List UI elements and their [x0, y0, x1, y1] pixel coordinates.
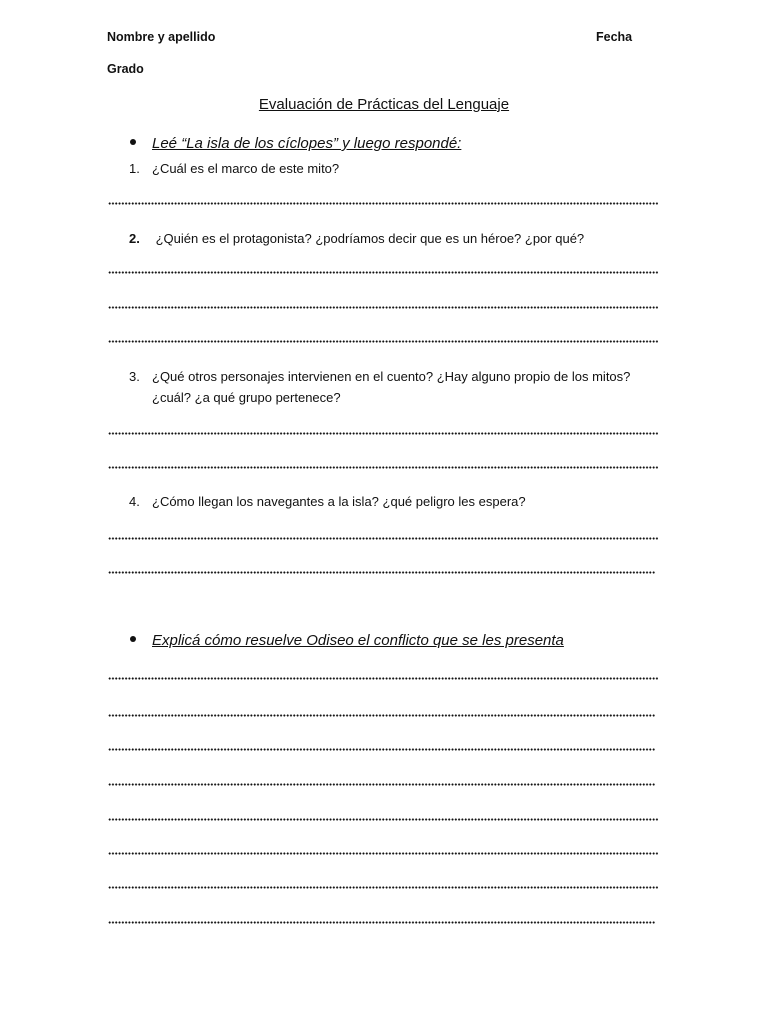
answer-line[interactable]	[108, 340, 658, 343]
instruction-explain	[130, 632, 564, 649]
answer-line[interactable]	[108, 432, 658, 435]
answer-line[interactable]	[108, 748, 655, 751]
question-number: 1.	[129, 161, 140, 176]
answer-line[interactable]	[108, 921, 655, 924]
answer-line[interactable]	[108, 202, 658, 205]
answer-line[interactable]	[108, 271, 658, 274]
question-text: ¿Cómo llegan los navegantes a la isla? ¿qué peligro les espera?	[152, 494, 526, 509]
question-3	[129, 366, 630, 408]
answer-line[interactable]	[108, 466, 658, 469]
bullet-icon	[130, 139, 136, 145]
instruction-read	[130, 135, 461, 152]
answer-line[interactable]	[108, 306, 658, 309]
question-text-continued: ¿cuál? ¿a qué grupo pertenece?	[152, 390, 341, 405]
answer-line[interactable]	[108, 818, 658, 821]
question-4	[129, 491, 526, 512]
question-2	[129, 228, 584, 249]
answer-line[interactable]	[108, 783, 655, 786]
grade-label: Grado	[107, 62, 144, 76]
bullet-icon	[130, 636, 136, 642]
date-label: Fecha	[596, 30, 633, 44]
answer-line[interactable]	[108, 537, 658, 540]
question-number: 2.	[129, 231, 140, 246]
answer-line[interactable]	[108, 677, 658, 680]
answer-line[interactable]	[108, 852, 658, 855]
question-1	[129, 158, 339, 179]
question-number: 3.	[129, 369, 140, 384]
answer-line[interactable]	[108, 571, 655, 574]
answer-line[interactable]	[108, 714, 655, 717]
instruction-text: Leé “La isla de los cíclopes” y luego respondé:	[152, 135, 462, 152]
question-text: ¿Cuál es el marco de este mito?	[152, 161, 340, 176]
question-text: ¿Qué otros personajes intervienen en el cuento? ¿Hay alguno propio de los mitos?	[152, 369, 631, 384]
instruction-text: Explicá cómo resuelve Odiseo el conflicto que se les presenta	[152, 632, 564, 649]
page-title: Evaluación de Prácticas del Lenguaje	[258, 96, 510, 113]
name-label: Nombre y apellido	[107, 30, 216, 44]
question-text: ¿Quién es el protagonista? ¿podríamos decir que es un héroe? ¿por qué?	[152, 231, 585, 246]
question-number: 4.	[129, 494, 140, 509]
answer-line[interactable]	[108, 886, 658, 889]
